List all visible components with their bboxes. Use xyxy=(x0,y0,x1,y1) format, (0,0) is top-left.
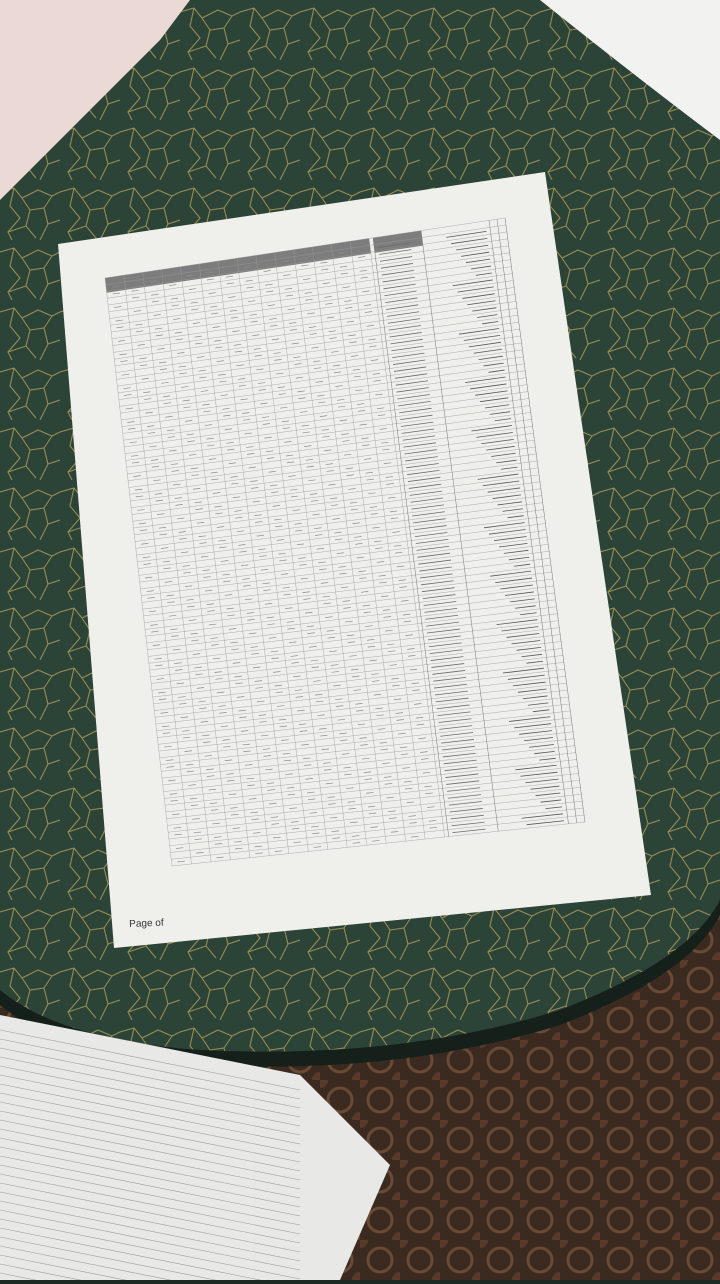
page-sheet xyxy=(58,172,651,948)
page-footer: Page of xyxy=(129,917,164,930)
main-page xyxy=(58,172,651,948)
